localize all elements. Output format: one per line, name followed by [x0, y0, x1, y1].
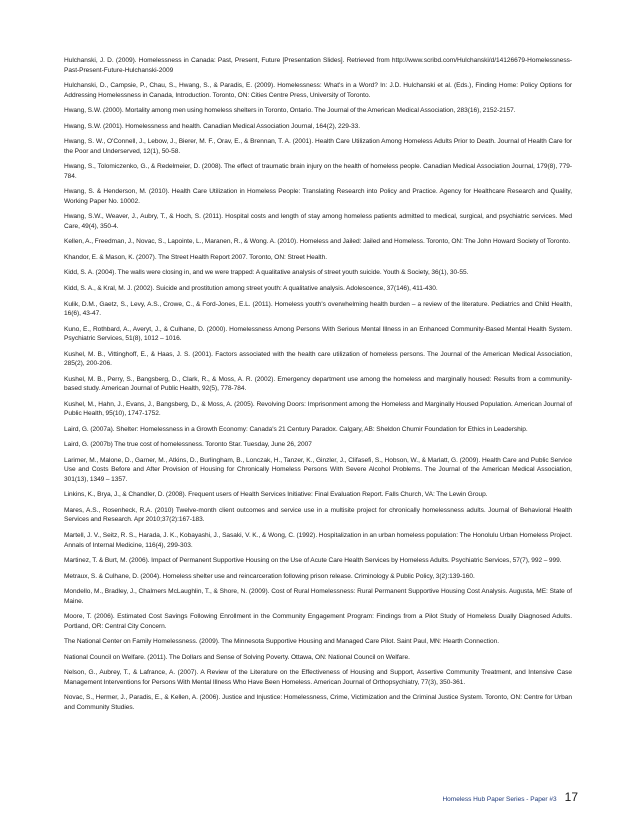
- reference-entry: Laird, G. (2007b) The true cost of homelessness. Toronto Star. Tuesday, June 26, 2007: [64, 441, 312, 449]
- reference-entry: Linkins, K., Brya, J., & Chandler, D. (2008). Frequent users of Health Services Initiative: Final Evaluation Report. Falls Church, VA: The Lewin Group.: [64, 491, 488, 499]
- reference-entry: Mares, A.S., Rosenheck, R.A. (2010) Twelve-month client outcomes and service use in a multisite project for chronically homelessness adults. Journal of Behavioral Health Services and Research. Apr 2010;37(2):167-183.: [64, 506, 572, 524]
- reference-entry: Hwang, S.W. (2001). Homelessness and health. Canadian Medical Association Journal, 164(2), 229-33.: [64, 122, 361, 130]
- reference-entry: Hwang, S. W., O'Connell, J., Lebow, J., Bierer, M. F., Orav, E., & Brennan, T. A. (2001). Health Care Utilization Among Homeless Adults Prior to Death. Journal of Health Care for the Poor and Underserved, 12(1), 50-58.: [64, 138, 572, 155]
- reference-entry: Kushel, M. B., Perry, S., Bangsberg, D., Clark, R., & Moss, A. R. (2002). Emergency department use among the homeless and marginally housed: Results from a community-based study. American Journal of Public Health, 92(5), 778-784.: [64, 375, 572, 393]
- reference-entry: Khandor, E. & Mason, K. (2007). The Street Health Report 2007. Toronto, ON: Street Health.: [64, 253, 328, 261]
- reference-entry: Nelson, G., Aubrey, T., & Lafrance, A. (2007). A Review of the Literature on the Effectiveness of Housing and Support, Assertive Community Treatment, and Intensive Case Management Interventions for Persons With Mental Illness Who Have Been Homeless. American Journal of Orthopsychiatry, 77(3), 350-361.: [64, 669, 572, 686]
- reference-entry: Metraux, S. & Culhane, D. (2004). Homeless shelter use and reincarceration following prison release. Criminology & Public Policy, 3(2):139-160.: [64, 572, 475, 580]
- reference-entry: Martell, J. V., Seitz, R. S., Harada, J. K., Kobayashi, J., Sasaki, V. K., & Wong, C. (1992). Hospitalization in an urban homeless population: The Honolulu Urban Homeless Project. Annals of Internal Medicine, 116(4), 299-303.: [64, 532, 572, 549]
- reference-entry: Martinez, T. & Burt, M. (2006). Impact of Permanent Supportive Housing on the Use of Acute Care Health Services by Homeless Adults. Psychiatric Services, 57(7), 992 – 999.: [64, 557, 562, 565]
- reference-entry: Hulchanski, D., Campsie, P., Chau, S., Hwang, S., & Paradis, E. (2009). Homelessness: What's in a Word? In: J.D. Hulchanski et al. (Eds.), Finding Home: Policy Options for Addressing Homelessness in Canada, Introduction. Toronto, ON: Cities Centre Press, University of Toronto.: [64, 82, 572, 99]
- reference-entry: Kellen, A., Freedman, J., Novac, S., Lapointe, L., Maranen, R., & Wong. A. (2010). Homeless and Jailed: Jailed and Homeless. Toronto, ON: The John Howard Society of Toronto.: [64, 238, 571, 246]
- page-number: 17: [564, 790, 578, 804]
- reference-entry: Hwang, S. & Henderson, M. (2010). Health Care Utilization in Homeless People: Translating Research into Policy and Practice. Agency for Healthcare Research and Quality, Working Paper No. 10002.: [64, 188, 572, 205]
- reference-entry: National Council on Welfare. (2011). The Dollars and Sense of Solving Poverty. Ottawa, ON: National Council on Welfare.: [64, 653, 410, 661]
- reference-entry: Mondello, M., Bradley, J., Chalmers McLaughlin, T., & Shore, N. (2009). Cost of Rural Homelessness: Rural Permanent Supportive Housing Cost Analysis. Augusta, ME: State of Maine.: [64, 588, 572, 605]
- reference-entry: Laird, G. (2007a). Shelter: Homelessness in a Growth Economy: Canada's 21 Century Paradox. Calgary, AB: Sheldon Chumir Foundation for Ethics in Leadership.: [64, 425, 528, 433]
- reference-entry: The National Center on Family Homelessness. (2009). The Minnesota Supportive Housing and Managed Care Pilot. Saint Paul, MN: Hearth Connection.: [64, 638, 500, 646]
- reference-entry: Novac, S., Hermer, J., Paradis, E., & Kellen, A. (2006). Justice and Injustice: Homelessness, Crime, Victimization and the Criminal Justice System. Toronto, ON: Centre for Urban and Community Studies.: [64, 694, 572, 711]
- reference-entry: Hulchanski, J. D. (2009). Homelessness in Canada: Past, Present, Future [Presentation Slides]. Retrieved from http://www.scribd.com/Hulchanski/d/14126679-Homelessness-Past-Present-Future-Hulchanski-2009: [64, 57, 572, 74]
- reference-entry: Kushel, M., Hahn, J., Evans, J., Bangsberg, D., & Moss, A. (2005). Revolving Doors: Imprisonment among the Homeless and Marginally Housed Population. American Journal of Public Health, 95(10), 1747-1752.: [64, 400, 572, 418]
- reference-entry: Kuno, E., Rothbard, A., Averyt, J., & Culhane, D. (2000). Homelessness Among Persons With Serious Mental Illness in an Enhanced Community-Based Mental Health System. Psychiatric Services, 51(8), 1012 – 1016.: [64, 325, 572, 343]
- reference-entry: Hwang, S.W., Weaver, J., Aubry, T., & Hoch, S. (2011). Hospital costs and length of stay among homeless patients admitted to medical, surgical, and psychiatric services. Med Care, 49(4), 350-4.: [64, 213, 572, 230]
- reference-entry: Moore, T. (2006). Estimated Cost Savings Following Enrollment in the Community Engagement Program: Findings from a Pilot Study of Homeless Dually Diagnosed Adults. Portland, OR: Central City Concern.: [64, 613, 572, 630]
- reference-entry: Kidd, S. A. (2004). The walls were closing in, and we were trapped: A qualitative analysis of street youth suicide. Youth & Society, 36(1), 30-55.: [64, 269, 469, 277]
- footer-series-label: Homeless Hub Paper Series - Paper #3: [442, 796, 557, 803]
- page-footer: [442, 790, 578, 804]
- reference-entry: Kidd, S. A., & Kral, M. J. (2002). Suicide and prostitution among street youth: A qualitative analysis. Adolescence, 37(146), 411-430.: [64, 285, 438, 293]
- reference-entry: Hwang, S., Tolomiczenko, G., & Redelmeier, D. (2008). The effect of traumatic brain injury on the health of homeless people. Canadian Medical Association Journal, 179(8), 779-784.: [64, 163, 572, 180]
- reference-entry: Kushel, M. B., Vittinghoff, E., & Haas, J. S. (2001). Factors associated with the health care utilization of homeless persons. The Journal of the American Medical Association, 285(2), 200-206.: [64, 350, 572, 368]
- reference-entry: Hwang, S.W. (2000). Mortality among men using homeless shelters in Toronto, Ontario. The Journal of the American Medical Association, 283(16), 2152-2157.: [64, 107, 516, 115]
- reference-entry: Kulik, D.M., Gaetz, S., Levy, A.S., Crowe, C., & Ford-Jones, E.L. (2011). Homeless youth's overwhelming health burden – a review of the literature. Pediatrics and Child Health, 16(6), 43-47.: [64, 300, 572, 318]
- reference-entry: Larimer, M., Malone, D., Garner, M., Atkins, D., Burlingham, B., Lonczak, H., Tanzer, K., Ginzler, J., Clifasefi, S., Hobson, W., & Marlatt, G. (2009). Health Care and Public Service Use and Costs Before and After Provision of Housing for Chronically Homeless Persons With Severe Alcohol Problems. The Journal of the American Medical Association, 301(13), 1349 – 1357.: [64, 456, 572, 483]
- reference-list: [64, 56, 572, 718]
